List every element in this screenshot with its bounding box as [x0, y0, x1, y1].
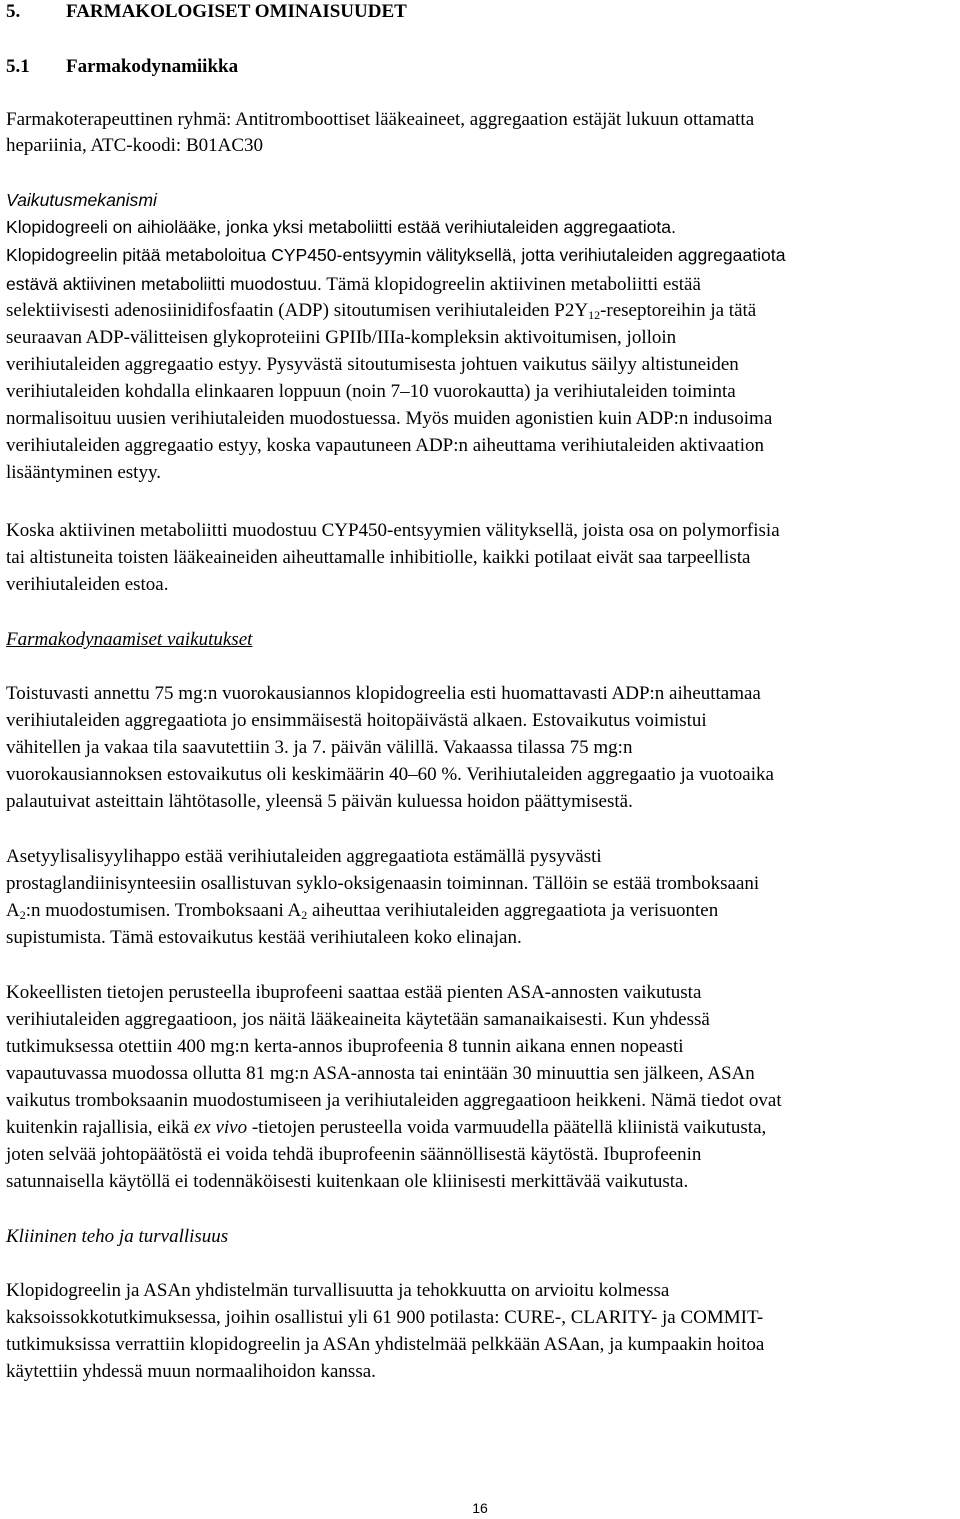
- ibuprofen-line-2: verihiutaleiden aggregaatioon, jos näitä lääkeaineita käytetään samanaikaisesti. Kun yhdessä: [6, 1009, 710, 1030]
- mechanism-line-2: Klopidogreelin pitää metaboloitua CYP450-entsyymin välityksellä, jotta verihiutaleiden aggregaatiota: [6, 245, 786, 265]
- thromboxane-subscript-1: 2: [19, 908, 26, 922]
- mechanism-line-8: normalisoituu uusien verihiutaleiden muodostuessa. Myös muiden agonistien kuin ADP:n indusoima: [6, 408, 773, 429]
- section-number: 5.: [6, 1, 21, 22]
- page-number: 16: [472, 1500, 488, 1516]
- effects-line-4: vuorokausiannoksen estovaikutus oli keskimäärin 40–60 %. Verihiutaleiden aggregaatio ja vuotoaika: [6, 764, 774, 785]
- subsection-number: 5.1: [6, 56, 30, 77]
- clinical-heading: Kliininen teho ja turvallisuus: [6, 1226, 229, 1247]
- ibuprofen-line-3: tutkimuksessa otettiin 400 mg:n kerta-annos ibuprofeenia 8 tunnin aikana ennen nopeasti: [6, 1036, 684, 1057]
- asa-line-3-c: aiheuttaa verihiutaleiden aggregaatiota ja verisuonten: [307, 900, 719, 921]
- mechanism-line-6: verihiutaleiden aggregaatio estyy. Pysyvästä sitoutumisesta johtuen vaikutus säilyy altistuneiden: [6, 354, 739, 375]
- thromboxane-subscript-2: 2: [301, 908, 308, 922]
- ibuprofen-line-7: joten selvää johtopäätöstä ei voida tehdä ibuprofeenin säännöllisestä käytöstä. Ibuprofeenin: [6, 1144, 702, 1165]
- ibuprofen-line-6-b: -tietojen perusteella voida varmuudella päätellä kliinistä vaikutusta,: [247, 1117, 767, 1138]
- ex-vivo-text: ex vivo: [193, 1117, 248, 1138]
- clinical-line-2: kaksoissokkotutkimuksessa, joihin osallistui yli 61 900 potilasta: CURE-, CLARITY- ja COMMIT-: [6, 1307, 764, 1328]
- ibuprofen-line-8: satunnaisella käytöllä ei todennäköisesti kuitenkaan ole kliinisesti merkittävää vaikutusta.: [6, 1171, 689, 1192]
- asa-line-3: [6, 899, 718, 927]
- mechanism-line-4-rest: -reseptoreihin ja tätä: [600, 300, 757, 321]
- asa-line-1: Asetyylisalisyylihappo estää verihiutaleiden aggregaatiota estämällä pysyvästi: [6, 846, 602, 867]
- receptor-subscript: 12: [588, 308, 601, 322]
- mechanism-line-3: [6, 272, 701, 297]
- ibuprofen-line-1: Kokeellisten tietojen perusteella ibuprofeeni saattaa estää pienten ASA-annosten vaikutusta: [6, 982, 702, 1003]
- section-title: FARMAKOLOGISET OMINAISUUDET: [66, 1, 407, 22]
- asa-line-2: prostaglandiinisynteesiin osallistuvan syklo-oksigenaasin toiminnan. Tällöin se estää tromboksaani: [6, 873, 760, 894]
- subsection-heading: [6, 55, 238, 79]
- section-heading: [6, 0, 407, 24]
- pharmacotherapeutic-group-line-2: hepariinia, ATC-koodi: B01AC30: [6, 135, 264, 156]
- mechanism-heading: Vaikutusmekanismi: [6, 190, 157, 210]
- ibuprofen-line-6: [6, 1116, 766, 1140]
- mechanism-line-10: lisääntyminen estyy.: [6, 462, 161, 483]
- effects-line-3: vähitellen ja vakaa tila saavutettiin 3. ja 7. päivän välillä. Vakaassa tilassa 75 mg:n: [6, 737, 633, 758]
- mechanism-line-1: Klopidogreeli on aihiolääke, jonka yksi metaboliitti estää verihiutaleiden aggregaatiota.: [6, 217, 676, 237]
- clinical-line-1: Klopidogreelin ja ASAn yhdistelmän turvallisuutta ja tehokkuutta on arvioitu kolmessa: [6, 1280, 670, 1301]
- asa-line-4: supistumista. Tämä estovaikutus kestää verihiutaleen koko elinajan.: [6, 927, 522, 948]
- clinical-line-4: käytettiin yhdessä muun normaalihoidon kanssa.: [6, 1361, 376, 1382]
- mechanism-line-4-text: selektiivisesti adenosiinidifosfaatin (ADP) sitoutumisen verihiutaleiden P2Y: [6, 300, 589, 321]
- polymorph-line-3: verihiutaleiden estoa.: [6, 574, 169, 595]
- mechanism-line-5: seuraavan ADP-välitteisen glykoproteiini GPIIb/IIIa-kompleksin aktivoitumisen, jolloin: [6, 327, 677, 348]
- mechanism-line-9: verihiutaleiden aggregaatio estyy, koska vapautuneen ADP:n aiheuttama verihiutaleiden aktivaation: [6, 435, 764, 456]
- effects-line-5: palautuivat asteittain lähtötasolle, yleensä 5 päivän kuluessa hoidon päättymisestä.: [6, 791, 633, 812]
- effects-line-2: verihiutaleiden aggregaatiota jo ensimmäisestä hoitopäivästä alkaen. Estovaikutus voimistui: [6, 710, 707, 731]
- pharmacotherapeutic-group-line-1: Farmakoterapeuttinen ryhmä: Antitromboottiset lääkeaineet, aggregaation estäjät lukuun ottamatta: [6, 109, 755, 130]
- polymorph-line-1: Koska aktiivinen metaboliitti muodostuu CYP450-entsyymien välityksellä, joista osa on polymorfisia: [6, 520, 780, 541]
- mechanism-line-3-sans: estävä aktiivinen metaboliitti muodostuu.: [6, 274, 322, 294]
- clinical-line-3: tutkimuksissa verrattiin klopidogreelin ja ASAn yhdistelmää pelkkään ASAan, ja kumpaakin hoitoa: [6, 1334, 765, 1355]
- ibuprofen-line-6-a: kuitenkin rajallisia, eikä: [6, 1117, 194, 1138]
- asa-line-3-a: A: [6, 900, 20, 921]
- polymorph-line-2: tai altistuneita toisten lääkeaineiden aiheuttamalle inhibitiolle, kaikki potilaat eivät saa tarpeellista: [6, 547, 751, 568]
- mechanism-line-3-serif: Tämä klopidogreelin aktiivinen metaboliitti estää: [321, 274, 701, 295]
- subsection-title: Farmakodynamiikka: [66, 56, 239, 77]
- ibuprofen-line-5: vaikutus tromboksaanin muodostumiseen ja verihiutaleiden aggregaatioon heikkeni. Nämä tiedot ovat: [6, 1090, 782, 1111]
- mechanism-line-7: verihiutaleiden kohdalla elinkaaren loppuun (noin 7–10 vuorokautta) ja verihiutaleiden toiminta: [6, 381, 736, 402]
- effects-line-1: Toistuvasti annettu 75 mg:n vuorokausiannos klopidogreelia esti huomattavasti ADP:n aiheuttamaa: [6, 683, 761, 704]
- ibuprofen-line-4: vapautuvassa muodossa ollutta 81 mg:n ASA-annosta tai enintään 30 minuuttia sen jälkeen, ASAn: [6, 1063, 755, 1084]
- asa-line-3-b: :n muodostumisen. Tromboksaani A: [25, 900, 302, 921]
- effects-heading: Farmakodynaamiset vaikutukset: [6, 629, 253, 650]
- mechanism-line-4: [6, 299, 756, 327]
